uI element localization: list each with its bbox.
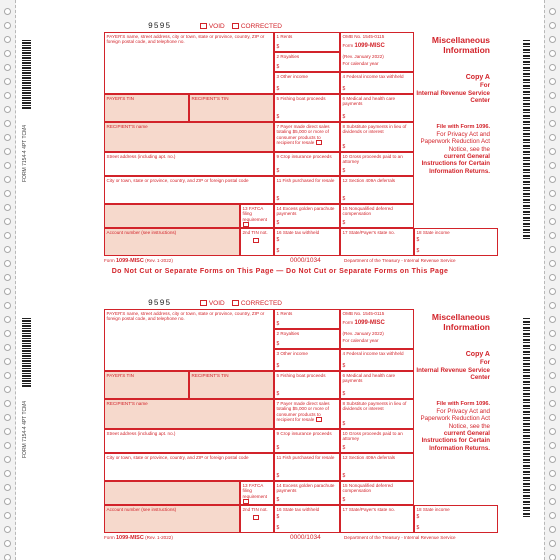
tractor-hole <box>549 190 556 197</box>
box-1-rents[interactable]: 1 Rents $ <box>274 32 340 52</box>
void-checkbox[interactable] <box>200 300 207 306</box>
tractor-hole <box>549 218 556 225</box>
tractor-hole <box>4 50 11 57</box>
tractor-hole <box>4 554 11 560</box>
form-id-block: OMB No. 1545-0115 Form 1099-MISC (Rev. January 2022) For calendar year <box>340 309 414 349</box>
tractor-hole <box>549 36 556 43</box>
box-10-gross[interactable]: 10 Gross proceeds paid to an attorney $ <box>340 152 414 176</box>
tractor-hole <box>4 274 11 281</box>
tractor-hole <box>4 442 11 449</box>
tractor-hole <box>4 64 11 71</box>
corrected-option[interactable]: CORRECTED <box>232 23 282 30</box>
tractor-hole <box>549 176 556 183</box>
tractor-hole <box>549 456 556 463</box>
tractor-hole <box>4 8 11 15</box>
recipient-tin-field[interactable]: RECIPIENT'S TIN <box>189 371 274 399</box>
tractor-hole <box>549 344 556 351</box>
account-number-field[interactable]: Account number (see instructions) <box>104 505 240 533</box>
tractor-hole <box>4 526 11 533</box>
box-2-royalties[interactable]: 2 Royalties $ <box>274 329 340 349</box>
tractor-hole <box>4 386 11 393</box>
second-tin-checkbox[interactable] <box>253 515 259 520</box>
payer-tin-field[interactable]: PAYER'S TIN <box>104 94 189 122</box>
box-5-fishing[interactable]: 5 Fishing boat proceeds $ <box>274 94 340 122</box>
tractor-hole <box>549 498 556 505</box>
tractor-hole <box>549 316 556 323</box>
tractor-hole <box>549 470 556 477</box>
box-8-substitute[interactable]: 8 Substitute payments in lieu of dividends or interest $ <box>340 399 414 429</box>
footer-department: Department of the Treasury - Internal Revenue Service <box>344 535 456 540</box>
footer-form: Form 1099-MISC (Rev. 1-2022) <box>104 535 173 541</box>
box-18-state-income[interactable]: 18 State income $ $ <box>414 505 498 533</box>
tractor-hole <box>4 414 11 421</box>
form-id-block: OMB No. 1545-0115 Form 1099-MISC (Rev. January 2022) For calendar year <box>340 32 414 72</box>
tractor-hole <box>549 134 556 141</box>
tractor-hole <box>549 540 556 547</box>
box-16-state-tax[interactable]: 16 State tax withheld $ $ <box>274 228 340 256</box>
form-1099-misc-copy-1 <box>104 20 498 265</box>
recipient-name-field[interactable]: RECIPIENT'S name <box>104 122 274 152</box>
tractor-hole <box>549 106 556 113</box>
tractor-hole <box>549 442 556 449</box>
do-not-cut-divider: Do Not Cut or Separate Forms on This Page — Do Not Cut or Separate Forms on This Page <box>111 268 449 275</box>
box-11-fish[interactable]: 11 Fish purchased for resale $ <box>274 176 340 204</box>
side-barcode-bottom <box>22 318 31 388</box>
tractor-hole <box>4 498 11 505</box>
tractor-hole <box>4 218 11 225</box>
box-6-medical[interactable]: 6 Medical and health care payments $ <box>340 371 414 399</box>
second-tin-field[interactable]: 2nd TIN not. <box>240 505 274 533</box>
footer-department: Department of the Treasury - Internal Revenue Service <box>344 258 456 263</box>
box-6-medical[interactable]: 6 Medical and health care payments $ <box>340 94 414 122</box>
tractor-hole <box>4 372 11 379</box>
void-checkbox[interactable] <box>200 23 207 29</box>
account-number-field[interactable]: Account number (see instructions) <box>104 228 240 256</box>
box-12-409a[interactable]: 12 Section 409A deferrals $ <box>340 453 414 481</box>
tractor-hole <box>4 78 11 85</box>
form-code: 9595 <box>148 22 172 31</box>
box-7-direct-sales[interactable]: 7 Payer made direct sales totaling $5,000 or more of consumer products to recipient for resale <box>274 122 340 152</box>
tractor-hole <box>4 246 11 253</box>
box-8-substitute[interactable]: 8 Substitute payments in lieu of dividends or interest $ <box>340 122 414 152</box>
tractor-hole <box>4 106 11 113</box>
privacy-notice: File with Form 1096. For Privacy Act and Paperwork Reduction Act Notice, see the current General Instructions for Certain Information Returns. <box>420 401 490 452</box>
corrected-checkbox[interactable] <box>232 23 239 29</box>
tractor-hole <box>4 484 11 491</box>
tractor-hole <box>549 414 556 421</box>
box-15-nonqualified[interactable]: 15 Nonqualified deferred compensation $ <box>340 481 414 505</box>
tractor-hole <box>549 428 556 435</box>
box-10-gross[interactable]: 10 Gross proceeds paid to an attorney $ <box>340 429 414 453</box>
box-3-other-income[interactable]: 3 Other income $ <box>274 349 340 371</box>
copy-a-block: Copy A For Internal Revenue Service Center <box>416 351 490 382</box>
tractor-hole <box>549 526 556 533</box>
tractor-hole <box>4 344 11 351</box>
box-9-crop[interactable]: 9 Crop insurance proceeds $ <box>274 429 340 453</box>
tractor-hole <box>4 36 11 43</box>
tractor-hole <box>4 162 11 169</box>
form-title: Miscellaneous Information <box>431 312 490 332</box>
box-7-checkbox[interactable] <box>316 417 322 422</box>
payer-name-field[interactable]: PAYER'S name, street address, city or town, state or province, country, ZIP or foreign postal code, and telephone no. <box>104 32 274 94</box>
box-18-state-income[interactable]: 18 State income $ $ <box>414 228 498 256</box>
second-tin-field[interactable]: 2nd TIN not. <box>240 228 274 256</box>
tractor-hole <box>549 358 556 365</box>
side-barcode-top <box>22 40 31 110</box>
tractor-hole <box>4 190 11 197</box>
tractor-hole <box>4 400 11 407</box>
tractor-hole <box>549 22 556 29</box>
box-11-fish[interactable]: 11 Fish purchased for resale $ <box>274 453 340 481</box>
box-17-state-no[interactable]: 17 State/Payer's state no. <box>340 505 414 533</box>
box-4-federal-tax[interactable]: 4 Federal income tax withheld $ <box>340 72 414 94</box>
void-option[interactable]: VOID <box>200 300 225 307</box>
side-form-label-top: FORM 7154-4 4PT TCM4 <box>22 124 28 182</box>
tractor-hole <box>4 288 11 295</box>
form-title: Miscellaneous Information <box>431 35 490 55</box>
box-9-crop[interactable]: 9 Crop insurance proceeds $ <box>274 152 340 176</box>
recipient-name-field[interactable]: RECIPIENT'S name <box>104 399 274 429</box>
void-option[interactable]: VOID <box>200 23 225 30</box>
box-5-fishing[interactable]: 5 Fishing boat proceeds $ <box>274 371 340 399</box>
tractor-hole <box>4 428 11 435</box>
tractor-hole <box>549 554 556 560</box>
side-form-label-bottom: FORM 7154-4 4PT TCM4 <box>22 400 28 458</box>
city-field[interactable]: City or town, state or province, country, and ZIP or foreign postal code <box>104 176 274 204</box>
form-1099-misc-copy-2 <box>104 297 498 542</box>
street-address-field[interactable]: Street address (including apt. no.) <box>104 429 274 453</box>
box-13-fatca[interactable]: 13 FATCA filing requirement <box>240 481 274 505</box>
tractor-hole <box>549 78 556 85</box>
fatca-checkbox[interactable] <box>243 499 249 504</box>
tractor-hole <box>549 232 556 239</box>
tractor-hole <box>549 120 556 127</box>
copy-a-block: Copy A For Internal Revenue Service Center <box>416 74 490 105</box>
tractor-hole <box>549 274 556 281</box>
recipient-tin-field[interactable]: RECIPIENT'S TIN <box>189 94 274 122</box>
box-7-direct-sales[interactable]: 7 Payer made direct sales totaling $5,000 or more of consumer products to recipient for resale <box>274 399 340 429</box>
fatca-checkbox[interactable] <box>243 222 249 227</box>
tractor-hole <box>4 22 11 29</box>
tractor-hole <box>549 512 556 519</box>
box-7-checkbox[interactable] <box>316 140 322 145</box>
tractor-hole <box>549 92 556 99</box>
footer-cat-number: 0000/1034 <box>290 257 321 264</box>
tractor-hole <box>549 400 556 407</box>
box-15-nonqualified[interactable]: 15 Nonqualified deferred compensation $ <box>340 204 414 228</box>
tractor-hole <box>4 232 11 239</box>
box-16-state-tax[interactable]: 16 State tax withheld $ $ <box>274 505 340 533</box>
tractor-hole <box>4 330 11 337</box>
tractor-hole <box>549 148 556 155</box>
footer-cat-number: 0000/1034 <box>290 534 321 541</box>
tractor-hole <box>549 162 556 169</box>
tractor-hole <box>549 246 556 253</box>
tractor-hole <box>4 134 11 141</box>
tractor-hole <box>549 330 556 337</box>
tractor-hole <box>549 8 556 15</box>
fatca-spacer <box>104 481 240 505</box>
tractor-hole <box>4 176 11 183</box>
tractor-hole <box>4 456 11 463</box>
box-12-409a[interactable]: 12 Section 409A deferrals $ <box>340 176 414 204</box>
payer-name-field[interactable]: PAYER'S name, street address, city or town, state or province, country, ZIP or foreign postal code, and telephone no. <box>104 309 274 371</box>
tractor-hole <box>549 386 556 393</box>
tractor-hole <box>549 260 556 267</box>
payer-tin-field[interactable]: PAYER'S TIN <box>104 371 189 399</box>
tractor-hole <box>549 302 556 309</box>
right-tractor-strip <box>544 0 560 560</box>
box-2-royalties[interactable]: 2 Royalties $ <box>274 52 340 72</box>
box-14-parachute[interactable]: 14 Excess golden parachute payments $ <box>274 481 340 505</box>
box-4-federal-tax[interactable]: 4 Federal income tax withheld $ <box>340 349 414 371</box>
privacy-notice: File with Form 1096. For Privacy Act and Paperwork Reduction Act Notice, see the current General Instructions for Certain Information Returns. <box>420 124 490 175</box>
tractor-hole <box>4 470 11 477</box>
tractor-hole <box>549 204 556 211</box>
tractor-hole <box>549 372 556 379</box>
street-address-field[interactable]: Street address (including apt. no.) <box>104 152 274 176</box>
box-17-state-no[interactable]: 17 State/Payer's state no. <box>340 228 414 256</box>
footer-form: Form 1099-MISC (Rev. 1-2022) <box>104 258 173 264</box>
corrected-option[interactable]: CORRECTED <box>232 300 282 307</box>
tractor-hole <box>4 92 11 99</box>
tractor-hole <box>549 484 556 491</box>
box-14-parachute[interactable]: 14 Excess golden parachute payments $ <box>274 204 340 228</box>
tractor-hole <box>549 288 556 295</box>
corrected-checkbox[interactable] <box>232 300 239 306</box>
city-field[interactable]: City or town, state or province, country, and ZIP or foreign postal code <box>104 453 274 481</box>
tractor-hole <box>4 260 11 267</box>
tractor-hole <box>4 204 11 211</box>
tractor-hole <box>4 120 11 127</box>
form-code: 9595 <box>148 299 172 308</box>
box-13-fatca[interactable]: 13 FATCA filing requirement <box>240 204 274 228</box>
box-1-rents[interactable]: 1 Rents $ <box>274 309 340 329</box>
left-tractor-strip <box>0 0 16 560</box>
tractor-hole <box>4 540 11 547</box>
tractor-hole <box>4 148 11 155</box>
barcode-right-top <box>523 40 530 240</box>
second-tin-checkbox[interactable] <box>253 238 259 243</box>
tractor-hole <box>4 302 11 309</box>
tractor-hole <box>4 512 11 519</box>
tractor-hole <box>549 64 556 71</box>
box-3-other-income[interactable]: 3 Other income $ <box>274 72 340 94</box>
tractor-hole <box>549 50 556 57</box>
barcode-right-bottom <box>523 318 530 518</box>
fatca-spacer <box>104 204 240 228</box>
tractor-hole <box>4 358 11 365</box>
tractor-hole <box>4 316 11 323</box>
